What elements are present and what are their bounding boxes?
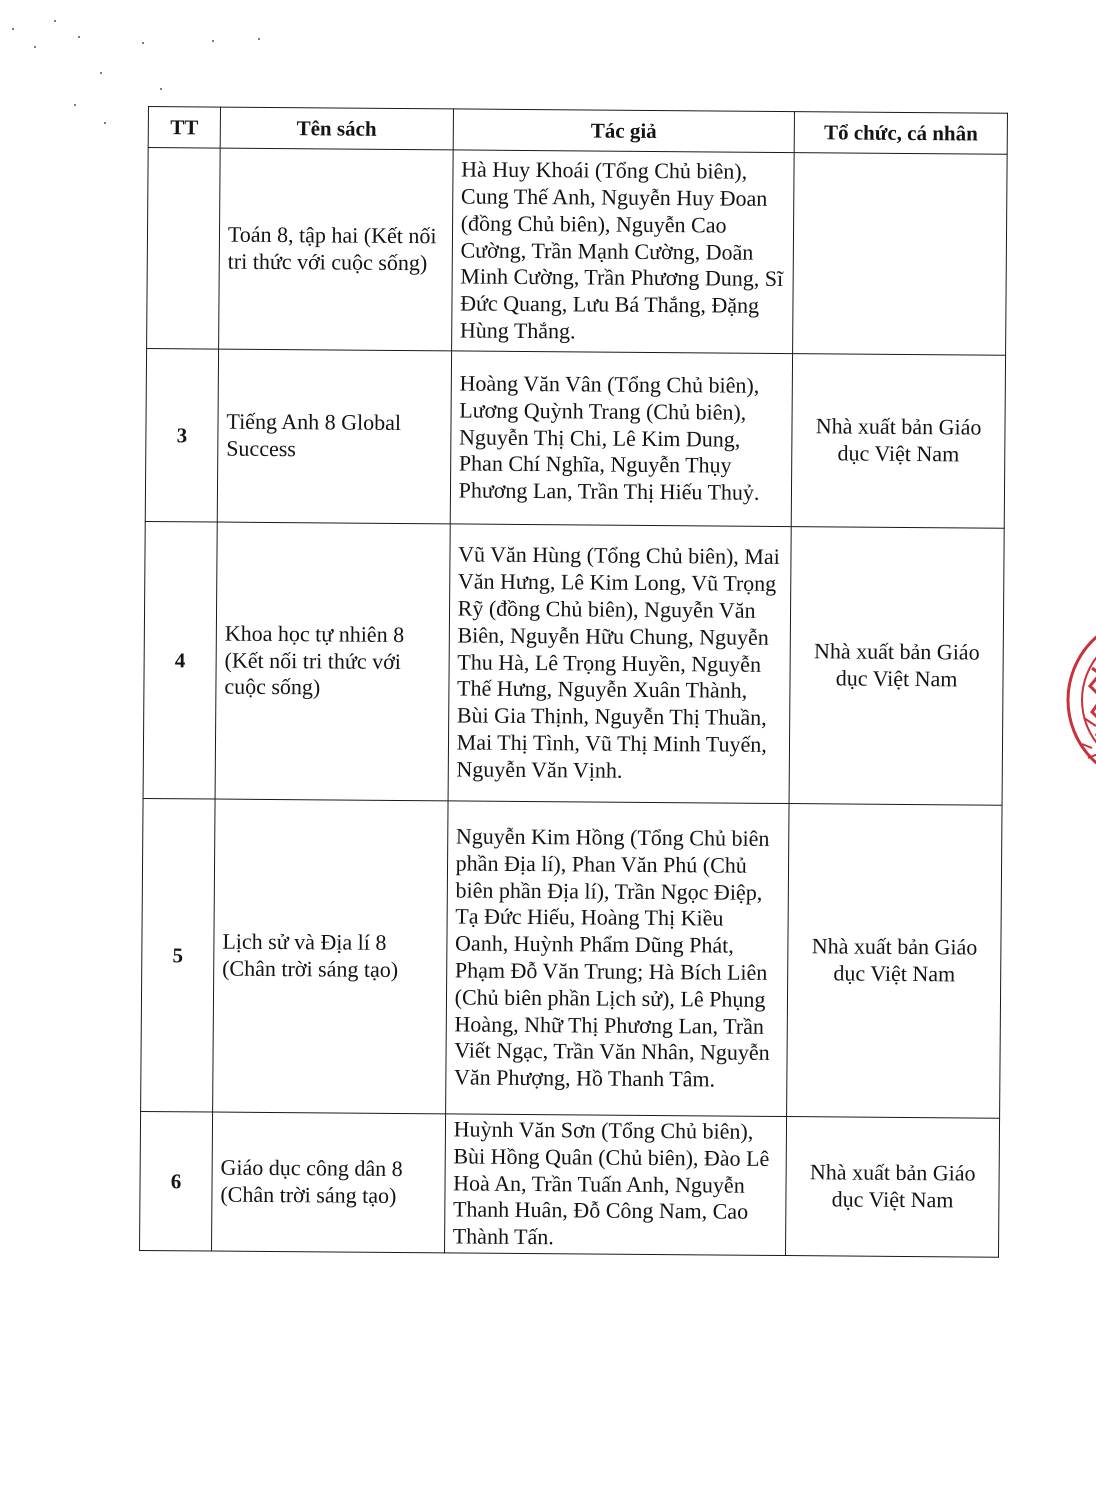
row-org: Nhà xuất bản Giáo dục Việt Nam [789, 527, 1004, 806]
row-title: Giáo dục công dân 8 (Chân trời sáng tạo) [211, 1112, 445, 1253]
table-row [140, 1111, 1000, 1257]
table-header-row [148, 107, 1007, 155]
row-author: Nguyễn Kim Hồng (Tổng Chủ biên phần Địa lí), Phan Văn Phú (Chủ biên phần Địa lí), Trần Ngọc Điệp, Tạ Đức Hiếu, Hoàng Thị Kiều Oanh, Huỳnh Phẩm Dũng Phát, Phạm Đỗ Văn Trung; Hà Bích Liên (Chủ biên phần Lịch sử), Lê Phụng Hoàng, Nhữ Thị Phương Lan, Trần Viết Ngạc, Trần Văn Nhân, Nguyễn Văn Phượng, Hồ Thanh Tâm. [445, 801, 789, 1117]
header-org: Tổ chức, cá nhân [794, 112, 1007, 155]
red-official-seal-icon [1062, 608, 1096, 792]
row-tt [147, 148, 221, 350]
header-tt: TT [148, 107, 220, 149]
row-org: Nhà xuất bản Giáo dục Việt Nam [786, 1117, 1000, 1258]
table-row [145, 348, 1005, 528]
row-tt: 5 [141, 798, 215, 1112]
header-title: Tên sách [220, 107, 453, 150]
row-tt: 4 [143, 521, 217, 799]
row-tt: 3 [145, 348, 218, 522]
book-list-table [139, 106, 1008, 1258]
table-row [147, 148, 1008, 356]
row-author: Hà Huy Khoái (Tổng Chủ biên), Cung Thế Anh, Nguyễn Huy Đoan (đồng Chủ biên), Nguyễn Cao Cường, Trần Mạnh Cường, Doãn Minh Cường, Trần Phương Dung, Sĩ Đức Quang, Lưu Bá Thắng, Đặng Hùng Thắng. [451, 150, 794, 354]
row-title: Tiếng Anh 8 Global Success [217, 349, 451, 524]
row-title: Khoa học tự nhiên 8 (Kết nối tri thức với cuộc sống) [215, 522, 450, 801]
table-row [141, 798, 1002, 1118]
row-author: Vũ Văn Hùng (Tổng Chủ biên), Mai Văn Hưng, Lê Kim Long, Vũ Trọng Rỹ (đồng Chủ biên), Nguyễn Văn Biên, Nguyễn Hữu Chung, Nguyễn Thu Hà, Lê Trọng Huyền, Nguyễn Thế Hưng, Nguyễn Xuân Thành, Bùi Gia Thịnh, Nguyễn Thị Thuần, Mai Thị Tình, Vũ Thị Minh Tuyến, Nguyễn Văn Vịnh. [448, 524, 792, 804]
header-author: Tác giả [453, 109, 795, 153]
row-title: Toán 8, tập hai (Kết nối tri thức với cuộc sống) [219, 148, 453, 351]
row-org: Nhà xuất bản Giáo dục Việt Nam [787, 804, 1002, 1119]
row-author: Huỳnh Văn Sơn (Tổng Chủ biên), Bùi Hồng Quân (Chủ biên), Đào Lê Hoà An, Trần Tuấn Anh, Nguyễn Thanh Huân, Đỗ Công Nam, Cao Thành Tấn. [444, 1114, 787, 1256]
row-org [793, 153, 1007, 356]
row-title: Lịch sử và Địa lí 8 (Chân trời sáng tạo) [213, 799, 448, 1114]
row-author: Hoàng Văn Vân (Tổng Chủ biên), Lương Quỳnh Trang (Chủ biên), Nguyễn Thị Chi, Lê Kim Dung, Phan Chí Nghĩa, Nguyễn Thụy Phương Lan, Trần Thị Hiếu Thuỷ. [450, 351, 793, 527]
table-row [143, 521, 1004, 805]
row-org: Nhà xuất bản Giáo dục Việt Nam [791, 354, 1005, 529]
row-tt: 6 [140, 1111, 213, 1251]
